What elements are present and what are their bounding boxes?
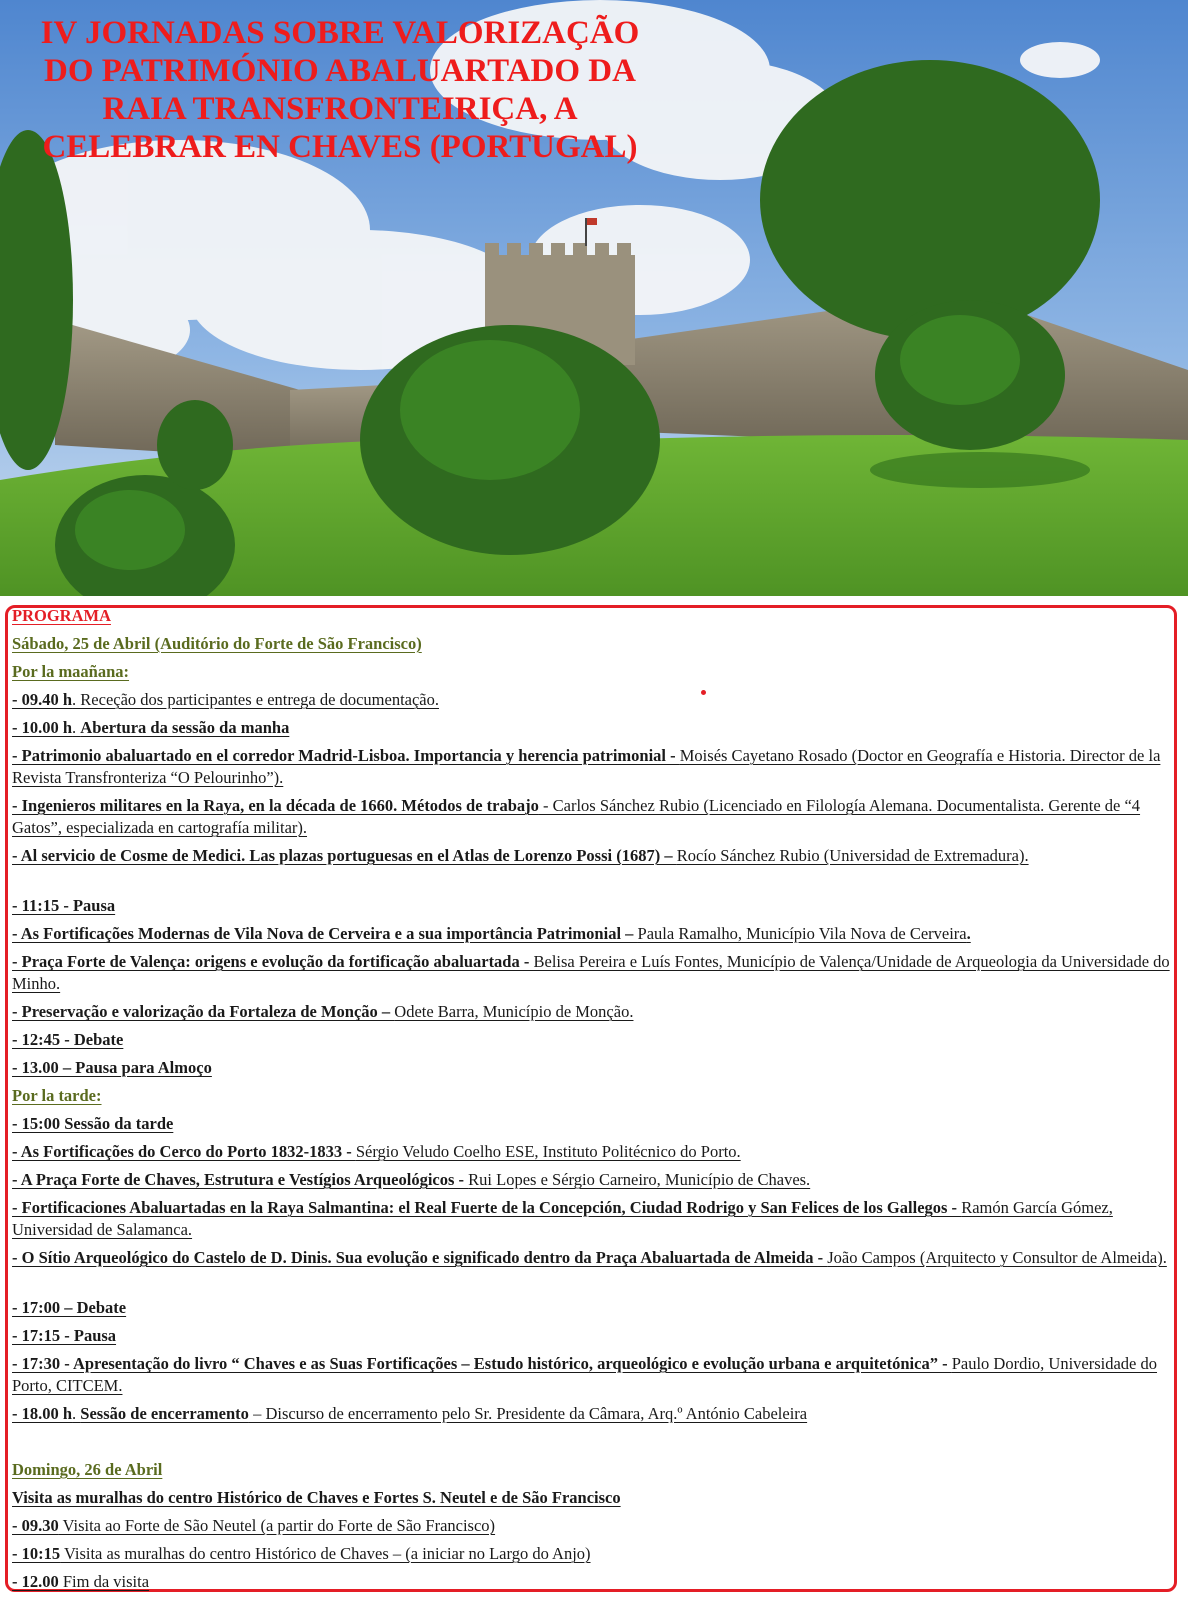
- list-item: - 17:00 – Debate: [12, 1298, 127, 1317]
- list-item: - 09.30 Visita ao Forte de São Neutel (a partir do Forte de São Francisco): [12, 1516, 496, 1535]
- list-item: - 10:15 Visita as muralhas do centro Histórico de Chaves – (a iniciar no Largo do Anjo): [12, 1544, 591, 1563]
- list-item: - 17:15 - Pausa: [12, 1326, 117, 1345]
- list-item: - O Sítio Arqueológico do Castelo de D. Dinis. Sua evolução e significado dentro da Praça Abaluartada de Almeida - João Campos (Arquitecto y Consultor de Almeida).: [12, 1248, 1167, 1267]
- sunday-subtitle: Visita as muralhas do centro Histórico de Chaves e Fortes S. Neutel e de São Francisco: [12, 1488, 621, 1507]
- list-item: - Praça Forte de Valença: origens e evolução da fortificação abaluartada - Belisa Pereira e Luís Fontes, Município de Valença/Unidade de Arqueologia da Universidade do Minho.: [12, 952, 1170, 993]
- event-title: IV JORNADAS SOBRE VALORIZAÇÃO DO PATRIMÓNIO ABALUARTADO DA RAIA TRANSFRONTEIRIÇA, A CELEBRAR EN CHAVES (PORTUGAL): [40, 15, 640, 165]
- list-item: - 15:00 Sessão da tarde: [12, 1114, 174, 1133]
- morning-label: Por la maañana:: [12, 662, 130, 681]
- banner: [0, 0, 1188, 596]
- list-item: - As Fortificações do Cerco do Porto 1832-1833 - Sérgio Veludo Coelho ESE, Instituto Politécnico do Porto.: [12, 1142, 741, 1161]
- list-item: - 18.00 h. Sessão de encerramento – Discurso de encerramento pelo Sr. Presidente da Câmara, Arq.º António Cabeleira: [12, 1404, 808, 1423]
- list-item: - Preservação e valorização da Fortaleza de Monção – Odete Barra, Município de Monção.: [12, 1002, 634, 1021]
- list-item: - As Fortificações Modernas de Vila Nova de Cerveira e a sua importância Patrimonial – Paula Ramalho, Município Vila Nova de Cerveira.: [12, 924, 971, 943]
- list-item: - Fortificaciones Abaluartadas en la Raya Salmantina: el Real Fuerte de la Concepción, Ciudad Rodrigo y San Felices de los Gallegos - Ramón García Gómez, Universidad de Salamanca.: [12, 1198, 1113, 1239]
- sunday-day: Domingo, 26 de Abril: [12, 1460, 163, 1479]
- list-item: - 09.40 h. Receção dos participantes e entrega de documentação.: [12, 690, 439, 709]
- list-item: - 17:30 - Apresentação do livro “ Chaves e as Suas Fortificações – Estudo histórico, arqueológico e evolução urbana e arquitetónica” - Paulo Dordio, Universidade do Porto, CITCEM.: [12, 1354, 1158, 1395]
- list-item: - 13.00 – Pausa para Almoço: [12, 1058, 212, 1077]
- list-item: - Ingenieros militares en la Raya, en la década de 1660. Métodos de trabajo - Carlos Sánchez Rubio (Licenciado en Filología Alemana. Documentalista. Gerente de “4 Gatos”, especializada en cartografía militar).: [12, 796, 1141, 837]
- list-item: - Patrimonio abaluartado en el corredor Madrid-Lisboa. Importancia y herencia patrimonial - Moisés Cayetano Rosado (Doctor en Geografía e Historia. Director de la Revista Transfronteriza “O Pelourinho”).: [12, 746, 1161, 787]
- list-item: - 11:15 - Pausa: [12, 896, 116, 915]
- afternoon-label: Por la tarde:: [12, 1086, 102, 1105]
- list-item: - 10.00 h. Abertura da sessão da manha: [12, 718, 290, 737]
- list-item: - 12:45 - Debate: [12, 1030, 124, 1049]
- list-item: - Al servicio de Cosme de Medici. Las plazas portuguesas en el Atlas de Lorenzo Possi (1687) – Rocío Sánchez Rubio (Universidad de Extremadura).: [12, 846, 1029, 865]
- list-item: - A Praça Forte de Chaves, Estrutura e Vestígios Arqueológicos - Rui Lopes e Sérgio Carneiro, Município de Chaves.: [12, 1170, 811, 1189]
- list-item: - 12.00 Fim da visita: [12, 1572, 150, 1591]
- saturday-day: Sábado, 25 de Abril (Auditório do Forte de São Francisco): [12, 634, 422, 653]
- program-heading: PROGRAMA: [12, 606, 111, 625]
